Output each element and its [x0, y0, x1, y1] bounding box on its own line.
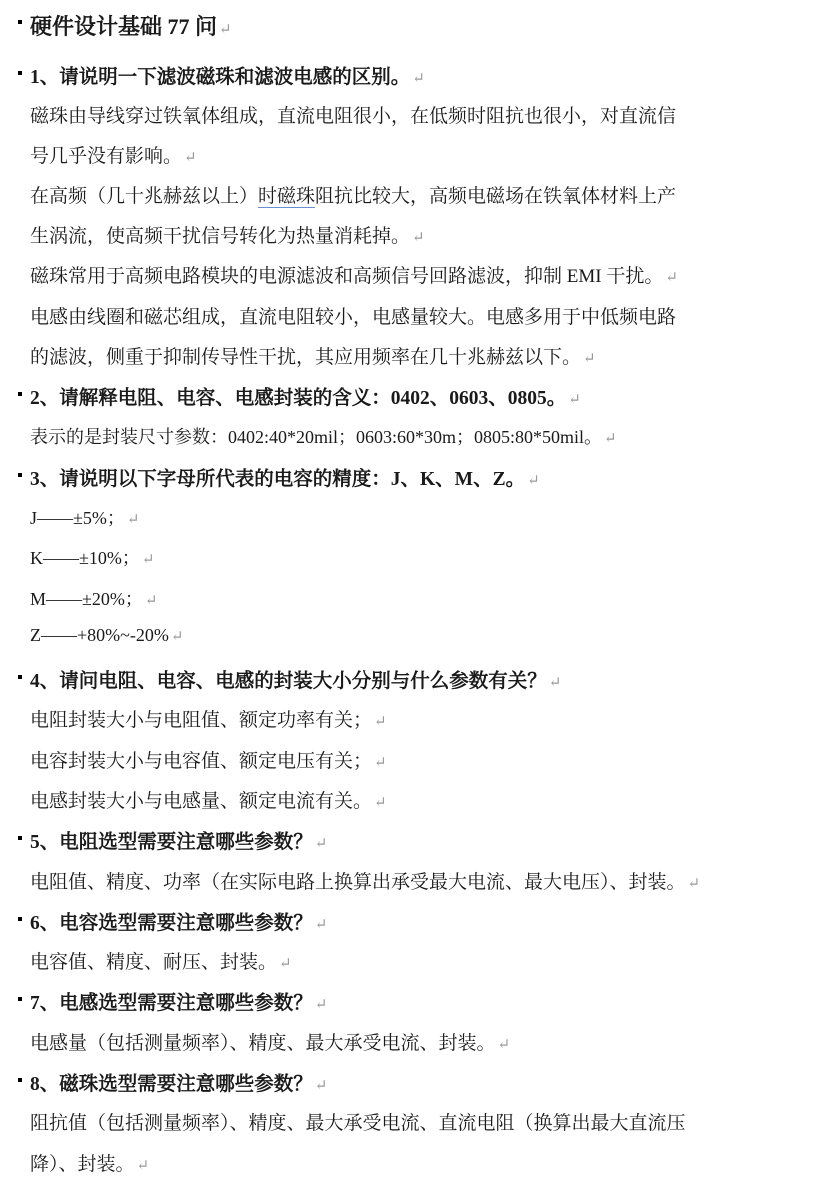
question-3-heading: 3、请说明以下字母所代表的电容的精度：J、K、M、Z。 ↵ — [30, 469, 540, 490]
answer-3-j: J——±5%； ↵ — [30, 508, 140, 528]
return-mark-icon: ↵ — [527, 473, 540, 489]
answer-1-paragraph-1-line-1: 磁珠由导线穿过铁氧体组成，直流电阻很小，在低频时阻抗也很小，对直流信 — [30, 106, 677, 127]
return-mark-icon: ↵ — [144, 593, 158, 609]
return-mark-icon: ↵ — [184, 150, 197, 166]
paragraph-mark-bullet — [18, 836, 22, 840]
answer-8-line-2: 降）、封装。 ↵ — [30, 1154, 150, 1175]
return-mark-icon: ↵ — [314, 997, 328, 1013]
return-mark-icon: ↵ — [314, 917, 328, 933]
paragraph-mark-bullet — [18, 71, 22, 75]
answer-3-z: Z——+80%~-20% ↵ — [30, 625, 184, 645]
return-mark-icon: ↵ — [412, 71, 425, 87]
title-text: 硬件设计基础 77 问 — [30, 14, 218, 39]
answer-3-m: M——±20%； ↵ — [30, 589, 158, 609]
return-mark-icon: ↵ — [136, 1158, 150, 1174]
return-mark-icon: ↵ — [548, 675, 562, 691]
answer-4-resistor: 电阻封装大小与电阻值、额定功率有关； ↵ — [30, 710, 387, 731]
return-mark-icon: ↵ — [568, 392, 581, 408]
document-title — [30, 10, 232, 41]
paragraph-mark-bullet — [18, 20, 22, 24]
answer-4-inductor: 电感封装大小与电感量、额定电流有关。 ↵ — [30, 791, 387, 812]
return-mark-icon: ↵ — [141, 552, 155, 568]
return-mark-icon: ↵ — [687, 876, 701, 892]
return-mark-icon: ↵ — [219, 22, 232, 38]
answer-1-paragraph-2-line-2: 生涡流，使高频干扰信号转化为热量消耗掉。 ↵ — [30, 226, 425, 247]
return-mark-icon: ↵ — [126, 512, 140, 528]
spellcheck-underlined-text: 时磁珠 — [258, 186, 316, 207]
question-8-heading: 8、磁珠选型需要注意哪些参数？ ↵ — [30, 1074, 328, 1095]
answer-1-paragraph-2-line-1: 在高频（几十兆赫兹以上）时磁珠阻抗比较大，高频电磁场在铁氧体材料上产 — [30, 186, 677, 207]
question-7-heading: 7、电感选型需要注意哪些参数？ ↵ — [30, 993, 328, 1014]
return-mark-icon: ↵ — [412, 230, 425, 246]
answer-3-k: K——±10%； ↵ — [30, 548, 155, 568]
question-4-heading: 4、请问电阻、电容、电感的封装大小分别与什么参数有关？ ↵ — [30, 671, 562, 692]
return-mark-icon: ↵ — [665, 270, 678, 286]
return-mark-icon: ↵ — [314, 836, 328, 852]
paragraph-mark-bullet — [18, 1078, 22, 1082]
answer-5: 电阻值、精度、功率（在实际电路上换算出承受最大电流、最大电压）、封装。 ↵ — [30, 872, 701, 893]
question-1-heading: 1、请说明一下滤波磁珠和滤波电感的区别。 ↵ — [30, 67, 425, 88]
return-mark-icon: ↵ — [279, 956, 292, 972]
return-mark-icon: ↵ — [604, 431, 617, 447]
answer-1-paragraph-1-line-2: 号几乎没有影响。 ↵ — [30, 146, 197, 167]
return-mark-icon: ↵ — [314, 1078, 328, 1094]
answer-8-line-1: 阻抗值（包括测量频率）、精度、最大承受电流、直流电阻（换算出最大直流压 — [30, 1113, 686, 1134]
return-mark-icon: ↵ — [583, 351, 596, 367]
paragraph-mark-bullet — [18, 997, 22, 1001]
question-2-heading: 2、请解释电阻、电容、电感封装的含义：0402、0603、0805。 ↵ — [30, 388, 581, 409]
answer-1-paragraph-3: 磁珠常用于高频电路模块的电源滤波和高频信号回路滤波，抑制 EMI 干扰。 ↵ — [30, 266, 678, 287]
answer-2: 表示的是封装尺寸参数：0402:40*20mil；0603:60*30m；0805:80*50mil。 ↵ — [30, 427, 617, 447]
paragraph-mark-bullet — [18, 917, 22, 921]
paragraph-mark-bullet — [18, 392, 22, 396]
return-mark-icon: ↵ — [374, 714, 387, 730]
return-mark-icon: ↵ — [374, 755, 387, 771]
return-mark-icon: ↵ — [170, 629, 184, 645]
question-6-heading: 6、电容选型需要注意哪些参数？ ↵ — [30, 913, 328, 934]
paragraph-mark-bullet — [18, 675, 22, 679]
paragraph-mark-bullet — [18, 473, 22, 477]
answer-4-capacitor: 电容封装大小与电容值、额定电压有关； ↵ — [30, 751, 387, 772]
return-mark-icon: ↵ — [497, 1037, 511, 1053]
answer-6: 电容值、精度、耐压、封装。 ↵ — [30, 952, 292, 973]
answer-1-paragraph-4-line-2: 的滤波，侧重于抑制传导性干扰，其应用频率在几十兆赫兹以下。 ↵ — [30, 347, 596, 368]
question-5-heading: 5、电阻选型需要注意哪些参数？ ↵ — [30, 832, 328, 853]
answer-1-paragraph-4-line-1: 电感由线圈和磁芯组成，直流电阻较小，电感量较大。电感多用于中低频电路 — [30, 307, 677, 328]
return-mark-icon: ↵ — [374, 795, 387, 811]
answer-7: 电感量（包括测量频率）、精度、最大承受电流、封装。 ↵ — [30, 1033, 511, 1054]
